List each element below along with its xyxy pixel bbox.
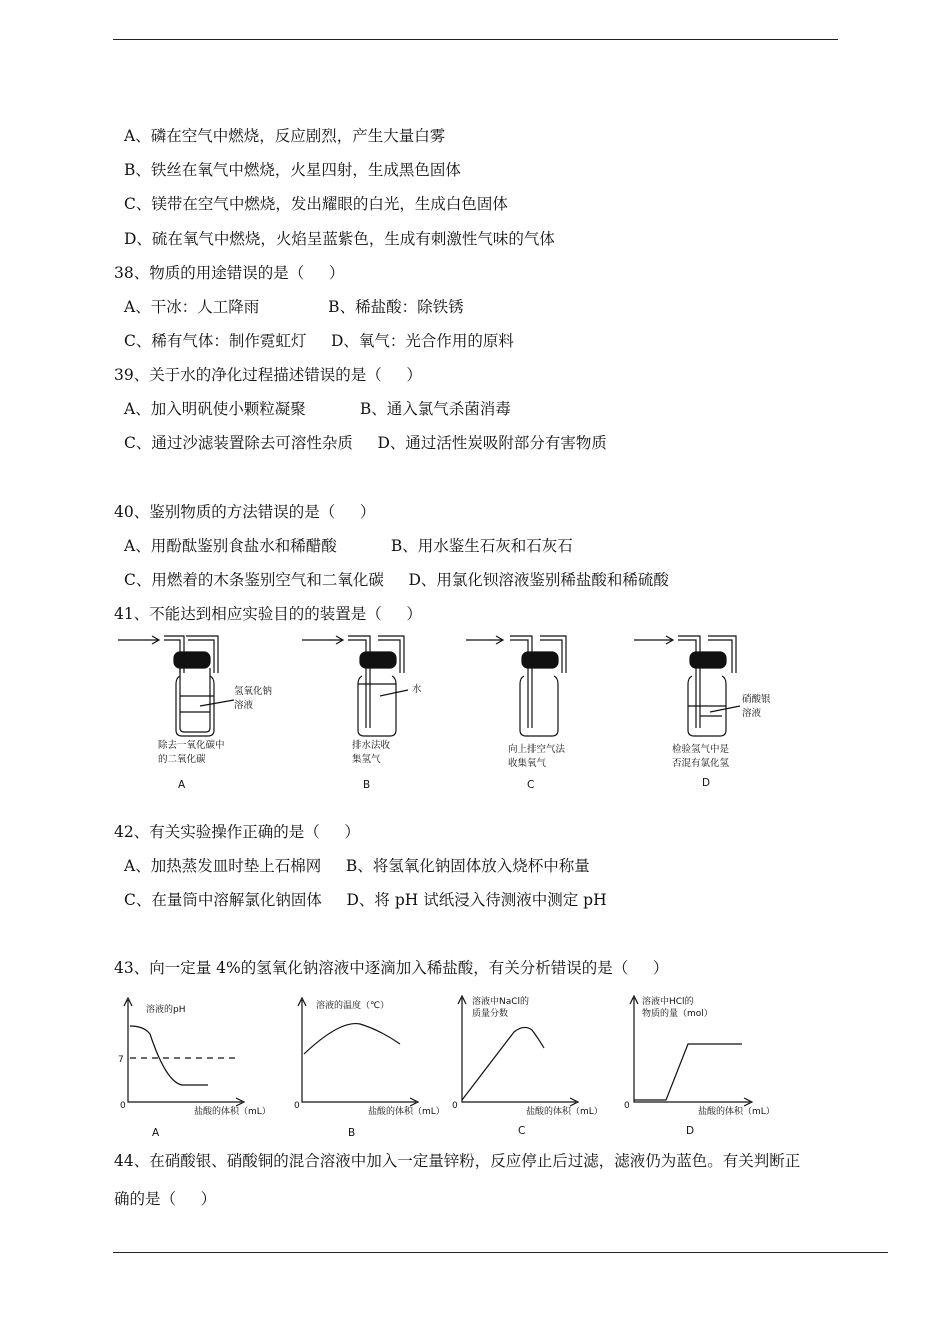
graph-b-letter: B [348, 1127, 356, 1139]
graph-d-letter: D [686, 1125, 695, 1137]
apparatus-a-solution-line2: 溶液 [234, 700, 254, 711]
graph-b-xlabel: 盐酸的体积（mL） [368, 1107, 445, 1117]
footer-rule [113, 1252, 888, 1253]
apparatus-b [302, 636, 408, 736]
apparatus-a-solution-line1: 氢氧化钠 [234, 686, 273, 697]
apparatus-b-letter: B [363, 779, 371, 791]
header-rule [113, 39, 838, 40]
option-37a: A、磷在空气中燃烧，反应剧烈，产生大量白雾 [124, 127, 446, 145]
options-40cd: C、用燃着的木条鉴别空气和二氧化碳 D、用氯化钡溶液鉴别稀盐酸和稀硫酸 [124, 571, 669, 589]
graph-c-ylabel-line2: 质量分数 [472, 1009, 509, 1019]
graph-d-ylabel-line1: 溶液中HCl的 [642, 997, 694, 1007]
apparatus-a-caption-line1: 除去一氧化碳中 [158, 740, 225, 751]
option-37c: C、镁带在空气中燃烧，发出耀眼的白光，生成白色固体 [124, 195, 508, 213]
apparatus-b-caption-line2: 集氢气 [352, 754, 381, 765]
graph-d-ylabel-line2: 物质的量（mol） [642, 1009, 713, 1019]
apparatus-d-solution-line2: 溶液 [742, 708, 762, 719]
apparatus-d-caption-line1: 检验氢气中是 [672, 744, 730, 755]
graph-b [298, 998, 418, 1106]
options-38ab: A、干冰：人工降雨 B、稀盐酸：除铁锈 [124, 298, 464, 316]
option-37b: B、铁丝在氧气中燃烧，火星四射，生成黑色固体 [124, 161, 461, 179]
graph-a-letter: A [152, 1127, 160, 1139]
apparatus-c-caption-line2: 收集氧气 [508, 758, 547, 769]
apparatus-a [118, 636, 234, 736]
apparatus-d [634, 636, 740, 736]
apparatus-b-caption-line1: 排水法收 [352, 740, 391, 751]
question-41: 41、不能达到相应实验目的的装置是（ ） [114, 605, 422, 623]
question-44-line1: 44、在硝酸银、硝酸铜的混合溶液中加入一定量锌粉，反应停止后过滤，滤液仍为蓝色。有关判断正 [114, 1152, 801, 1170]
options-39cd: C、通过沙滤装置除去可溶性杂质 D、通过活性炭吸附部分有害物质 [124, 434, 607, 452]
question-39: 39、关于水的净化过程描述错误的是（ ） [114, 366, 422, 384]
graph-c-xlabel: 盐酸的体积（mL） [526, 1107, 603, 1117]
figure-43-graphs [110, 990, 790, 1140]
graph-a-xlabel: 盐酸的体积（mL） [194, 1107, 271, 1117]
apparatus-d-caption-line2: 否混有氯化氢 [672, 758, 730, 769]
apparatus-a-letter: A [178, 779, 186, 791]
options-42ab: A、加热蒸发皿时垫上石棉网 B、将氢氧化钠固体放入烧杯中称量 [124, 857, 590, 875]
graph-b-origin: 0 [294, 1101, 300, 1111]
option-37d: D、硫在氧气中燃烧，火焰呈蓝紫色，生成有刺激性气味的气体 [124, 230, 555, 248]
options-39ab: A、加入明矾使小颗粒凝聚 B、通入氯气杀菌消毒 [124, 400, 511, 418]
graph-d-xlabel: 盐酸的体积（mL） [698, 1107, 775, 1117]
question-42: 42、有关实验操作正确的是（ ） [114, 823, 360, 841]
apparatus-a-caption-line2: 的二氧化碳 [158, 754, 206, 765]
options-38cd: C、稀有气体：制作霓虹灯 D、氧气：光合作用的原料 [124, 332, 514, 350]
graph-a-tick-7: 7 [118, 1055, 124, 1065]
apparatus-d-letter: D [702, 777, 711, 789]
options-40ab: A、用酚酞鉴别食盐水和稀醋酸 B、用水鉴生石灰和石灰石 [124, 537, 573, 555]
apparatus-b-solution: 水 [412, 684, 422, 695]
graph-c-ylabel-line1: 溶液中NaCl的 [472, 997, 530, 1007]
graph-d-origin: 0 [624, 1101, 630, 1111]
apparatus-c-letter: C [527, 779, 535, 791]
question-40: 40、鉴别物质的方法错误的是（ ） [114, 503, 376, 521]
question-43: 43、向一定量 4%的氢氧化钠溶液中逐滴加入稀盐酸，有关分析错误的是（ ） [114, 959, 669, 977]
question-44-line2: 确的是（ ） [114, 1190, 217, 1208]
graph-a-origin: 0 [120, 1101, 126, 1111]
graph-c-letter: C [518, 1125, 526, 1137]
graph-b-ylabel: 溶液的温度（℃） [316, 1001, 390, 1011]
figure-41-apparatus [110, 628, 790, 793]
apparatus-c [466, 636, 566, 736]
graph-a-ylabel: 溶液的pH [146, 1005, 186, 1015]
question-38: 38、物质的用途错误的是（ ） [114, 264, 345, 282]
options-42cd: C、在量筒中溶解氯化钠固体 D、将 pH 试纸浸入待测液中测定 pH [124, 891, 607, 909]
apparatus-d-solution-line1: 硝酸银 [742, 694, 771, 705]
apparatus-c-caption-line1: 向上排空气法 [508, 744, 566, 755]
graph-c-origin: 0 [452, 1101, 458, 1111]
